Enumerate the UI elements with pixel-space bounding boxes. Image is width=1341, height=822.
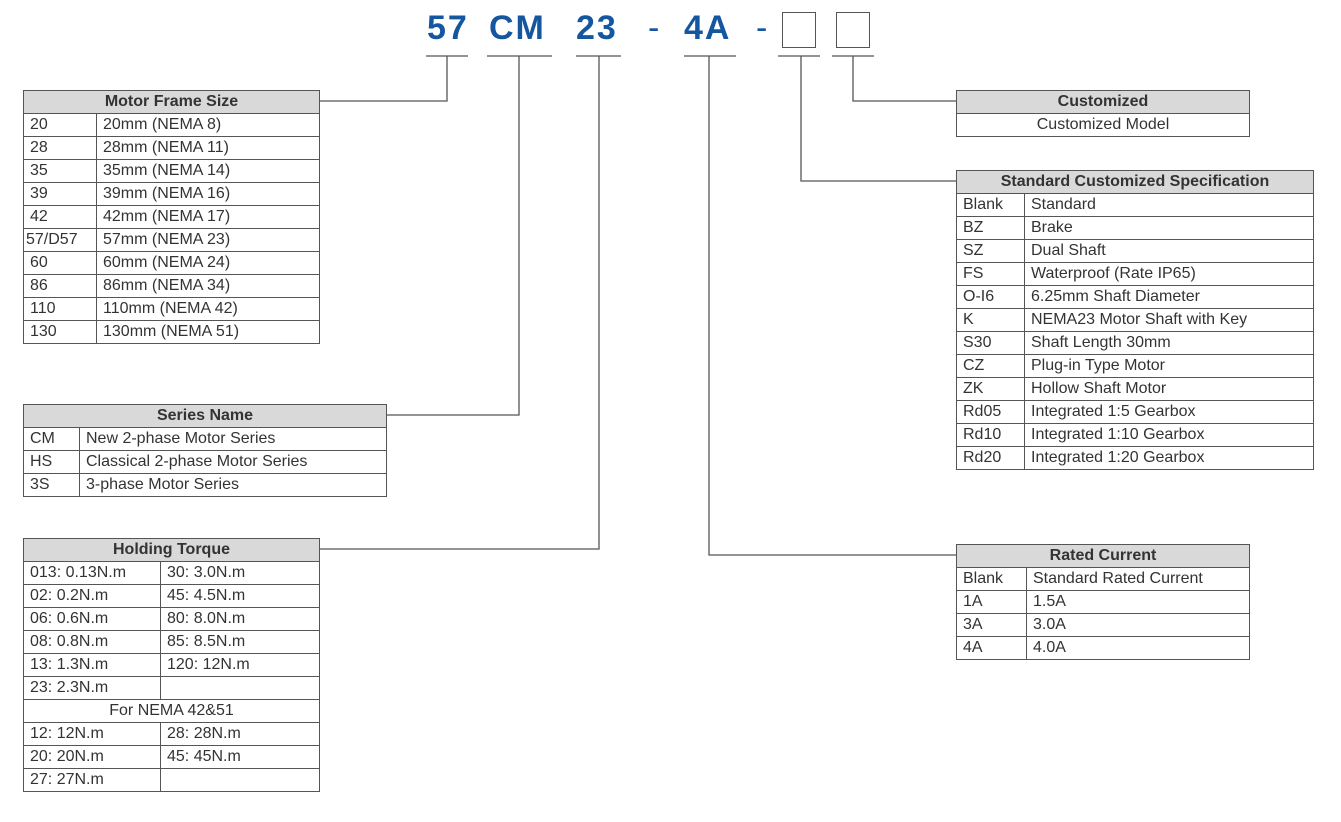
table-row: [957, 217, 1314, 240]
frame-code: 35: [24, 160, 97, 183]
frame-code: 110: [24, 298, 97, 321]
spec-code: K: [957, 309, 1025, 332]
torque-value: 12: 12N.m: [24, 723, 161, 746]
table-row: [957, 114, 1250, 137]
series-name-title: Series Name: [24, 405, 387, 428]
table-row: [24, 700, 320, 723]
table-row: [24, 206, 320, 229]
series-desc: Classical 2-phase Motor Series: [80, 451, 387, 474]
table-row: [957, 568, 1250, 591]
torque-value: [161, 769, 320, 792]
code-frame-size: 57: [427, 9, 469, 47]
torque-value: 08: 0.8N.m: [24, 631, 161, 654]
table-row: [24, 474, 387, 497]
spec-desc: Brake: [1025, 217, 1314, 240]
customized-value: Customized Model: [957, 114, 1250, 137]
current-desc: 3.0A: [1027, 614, 1250, 637]
torque-value: 45: 4.5N.m: [161, 585, 320, 608]
table-row: [24, 114, 320, 137]
series-code: HS: [24, 451, 80, 474]
torque-value: 85: 8.5N.m: [161, 631, 320, 654]
nema-subheader: For NEMA 42&51: [24, 700, 320, 723]
rated-current-table: [956, 544, 1250, 660]
frame-code: 42: [24, 206, 97, 229]
spec-code: BZ: [957, 217, 1025, 240]
table-row: [24, 137, 320, 160]
frame-desc: 28mm (NEMA 11): [97, 137, 320, 160]
spec-desc: Integrated 1:20 Gearbox: [1025, 447, 1314, 470]
frame-desc: 39mm (NEMA 16): [97, 183, 320, 206]
torque-value: [161, 677, 320, 700]
frame-desc: 110mm (NEMA 42): [97, 298, 320, 321]
table-row: [957, 355, 1314, 378]
current-code: 1A: [957, 591, 1027, 614]
table-row: [24, 608, 320, 631]
std-custom-spec-title: Standard Customized Specification: [957, 171, 1314, 194]
holding-torque-title: Holding Torque: [24, 539, 320, 562]
spec-code: ZK: [957, 378, 1025, 401]
frame-code: 86: [24, 275, 97, 298]
spec-desc: Dual Shaft: [1025, 240, 1314, 263]
table-row: [957, 591, 1250, 614]
spec-desc: 6.25mm Shaft Diameter: [1025, 286, 1314, 309]
table-row: [957, 194, 1314, 217]
code-dash-2: -: [756, 9, 770, 47]
frame-code: 60: [24, 252, 97, 275]
table-row: [24, 723, 320, 746]
table-row: [957, 263, 1314, 286]
table-row: [957, 286, 1314, 309]
frame-desc: 35mm (NEMA 14): [97, 160, 320, 183]
code-current: 4A: [684, 9, 732, 47]
series-name-table: [23, 404, 387, 497]
torque-value: 23: 2.3N.m: [24, 677, 161, 700]
table-row: [24, 769, 320, 792]
series-desc: New 2-phase Motor Series: [80, 428, 387, 451]
table-row: [24, 746, 320, 769]
frame-desc: 86mm (NEMA 34): [97, 275, 320, 298]
table-row: [957, 614, 1250, 637]
torque-value: 013: 0.13N.m: [24, 562, 161, 585]
table-row: [24, 451, 387, 474]
table-row: [957, 332, 1314, 355]
spec-code: CZ: [957, 355, 1025, 378]
table-row: [24, 631, 320, 654]
table-row: [24, 252, 320, 275]
torque-value: 30: 3.0N.m: [161, 562, 320, 585]
table-row: [957, 637, 1250, 660]
customized-title: Customized: [957, 91, 1250, 114]
spec-code: Rd05: [957, 401, 1025, 424]
frame-desc: 42mm (NEMA 17): [97, 206, 320, 229]
table-row: [957, 309, 1314, 332]
current-code: Blank: [957, 568, 1027, 591]
table-row: [24, 585, 320, 608]
spec-desc: Integrated 1:5 Gearbox: [1025, 401, 1314, 424]
spec-desc: NEMA23 Motor Shaft with Key: [1025, 309, 1314, 332]
holding-torque-table: [23, 538, 320, 792]
spec-code: SZ: [957, 240, 1025, 263]
spec-desc: Integrated 1:10 Gearbox: [1025, 424, 1314, 447]
torque-value: 80: 8.0N.m: [161, 608, 320, 631]
code-series: CM: [489, 9, 546, 47]
customized-table: [956, 90, 1250, 137]
frame-code: 57/D57: [24, 229, 97, 252]
table-row: [24, 677, 320, 700]
spec-code: O-I6: [957, 286, 1025, 309]
spec-desc: Shaft Length 30mm: [1025, 332, 1314, 355]
frame-size-table: [23, 90, 320, 344]
spec-code: S30: [957, 332, 1025, 355]
current-desc: Standard Rated Current: [1027, 568, 1250, 591]
spec-code: Rd10: [957, 424, 1025, 447]
table-row: [24, 298, 320, 321]
frame-code: 28: [24, 137, 97, 160]
series-code: 3S: [24, 474, 80, 497]
table-row: [24, 428, 387, 451]
frame-desc: 20mm (NEMA 8): [97, 114, 320, 137]
table-row: [957, 378, 1314, 401]
frame-code: 39: [24, 183, 97, 206]
spec-desc: Plug-in Type Motor: [1025, 355, 1314, 378]
table-row: [24, 654, 320, 677]
frame-size-title: Motor Frame Size: [24, 91, 320, 114]
code-dash-1: -: [648, 9, 662, 47]
torque-value: 06: 0.6N.m: [24, 608, 161, 631]
torque-value: 27: 27N.m: [24, 769, 161, 792]
table-row: [957, 240, 1314, 263]
torque-value: 13: 1.3N.m: [24, 654, 161, 677]
table-row: [24, 160, 320, 183]
table-row: [24, 183, 320, 206]
table-row: [957, 424, 1314, 447]
frame-desc: 130mm (NEMA 51): [97, 321, 320, 344]
spec-code: Rd20: [957, 447, 1025, 470]
torque-value: 28: 28N.m: [161, 723, 320, 746]
spec-desc: Waterproof (Rate IP65): [1025, 263, 1314, 286]
rated-current-title: Rated Current: [957, 545, 1250, 568]
frame-desc: 60mm (NEMA 24): [97, 252, 320, 275]
frame-desc: 57mm (NEMA 23): [97, 229, 320, 252]
series-desc: 3-phase Motor Series: [80, 474, 387, 497]
std-custom-spec-table: [956, 170, 1314, 470]
torque-value: 120: 12N.m: [161, 654, 320, 677]
table-row: [24, 321, 320, 344]
spec-code: FS: [957, 263, 1025, 286]
spec-desc: Standard: [1025, 194, 1314, 217]
spec-code: Blank: [957, 194, 1025, 217]
table-row: [24, 229, 320, 252]
table-row: [24, 562, 320, 585]
current-code: 3A: [957, 614, 1027, 637]
series-code: CM: [24, 428, 80, 451]
spec-desc: Hollow Shaft Motor: [1025, 378, 1314, 401]
frame-code: 130: [24, 321, 97, 344]
frame-code: 20: [24, 114, 97, 137]
torque-value: 02: 0.2N.m: [24, 585, 161, 608]
table-row: [957, 447, 1314, 470]
code-torque: 23: [576, 9, 618, 47]
torque-value: 45: 45N.m: [161, 746, 320, 769]
current-code: 4A: [957, 637, 1027, 660]
table-row: [24, 275, 320, 298]
torque-value: 20: 20N.m: [24, 746, 161, 769]
current-desc: 1.5A: [1027, 591, 1250, 614]
table-row: [957, 401, 1314, 424]
current-desc: 4.0A: [1027, 637, 1250, 660]
